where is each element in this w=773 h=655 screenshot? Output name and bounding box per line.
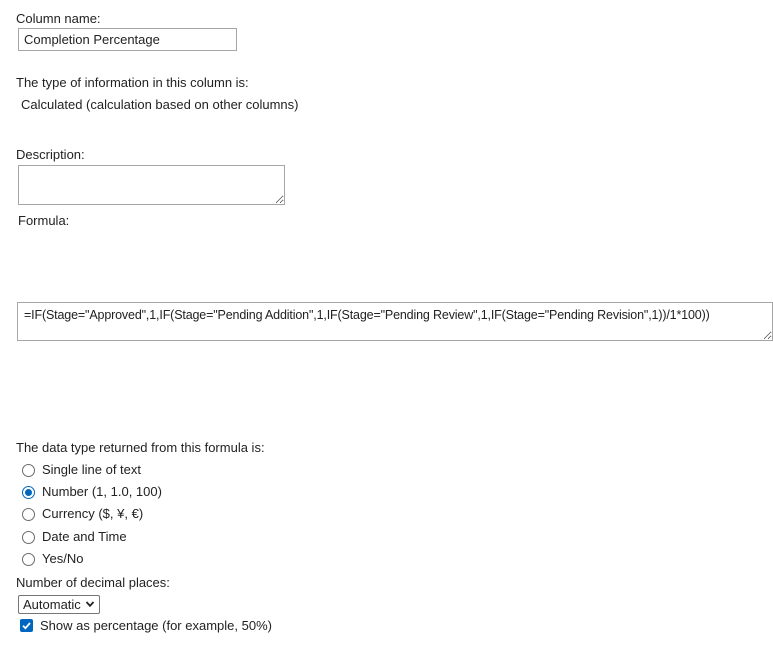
formula-textarea[interactable] [17,302,773,341]
radio-button[interactable] [22,464,35,477]
chevron-down-icon [85,598,95,610]
return-type-label: The data type returned from this formula is: [16,440,265,455]
radio-button[interactable] [22,531,35,544]
radio-date-time[interactable] [22,528,127,546]
radio-label: Number (1, 1.0, 100) [42,484,162,499]
radio-button[interactable] [22,486,35,499]
checkmark-icon [21,620,32,631]
radio-button[interactable] [22,553,35,566]
radio-number[interactable] [22,483,162,501]
radio-label: Yes/No [42,551,84,566]
column-name-input[interactable] [18,28,237,51]
radio-currency[interactable] [22,505,143,523]
column-type-label: The type of information in this column is: [16,75,249,90]
show-percentage-checkbox[interactable] [20,619,33,632]
decimal-places-label: Number of decimal places: [16,575,170,590]
description-label: Description: [16,147,85,162]
radio-label: Single line of text [42,462,142,477]
radio-button[interactable] [22,508,35,521]
radio-label: Currency ($, ¥, €) [42,506,144,521]
decimal-places-value: Automatic [23,597,81,612]
column-name-label: Column name: [16,11,101,26]
radio-label: Date and Time [42,529,127,544]
formula-label: Formula: [18,213,70,228]
description-textarea[interactable] [18,165,285,205]
show-percentage-label: Show as percentage (for example, 50%) [40,618,272,633]
decimal-places-select[interactable] [18,595,100,614]
radio-single-line-text[interactable] [22,461,141,479]
radio-yes-no[interactable] [22,550,83,568]
column-type-value: Calculated (calculation based on other columns) [21,97,299,112]
